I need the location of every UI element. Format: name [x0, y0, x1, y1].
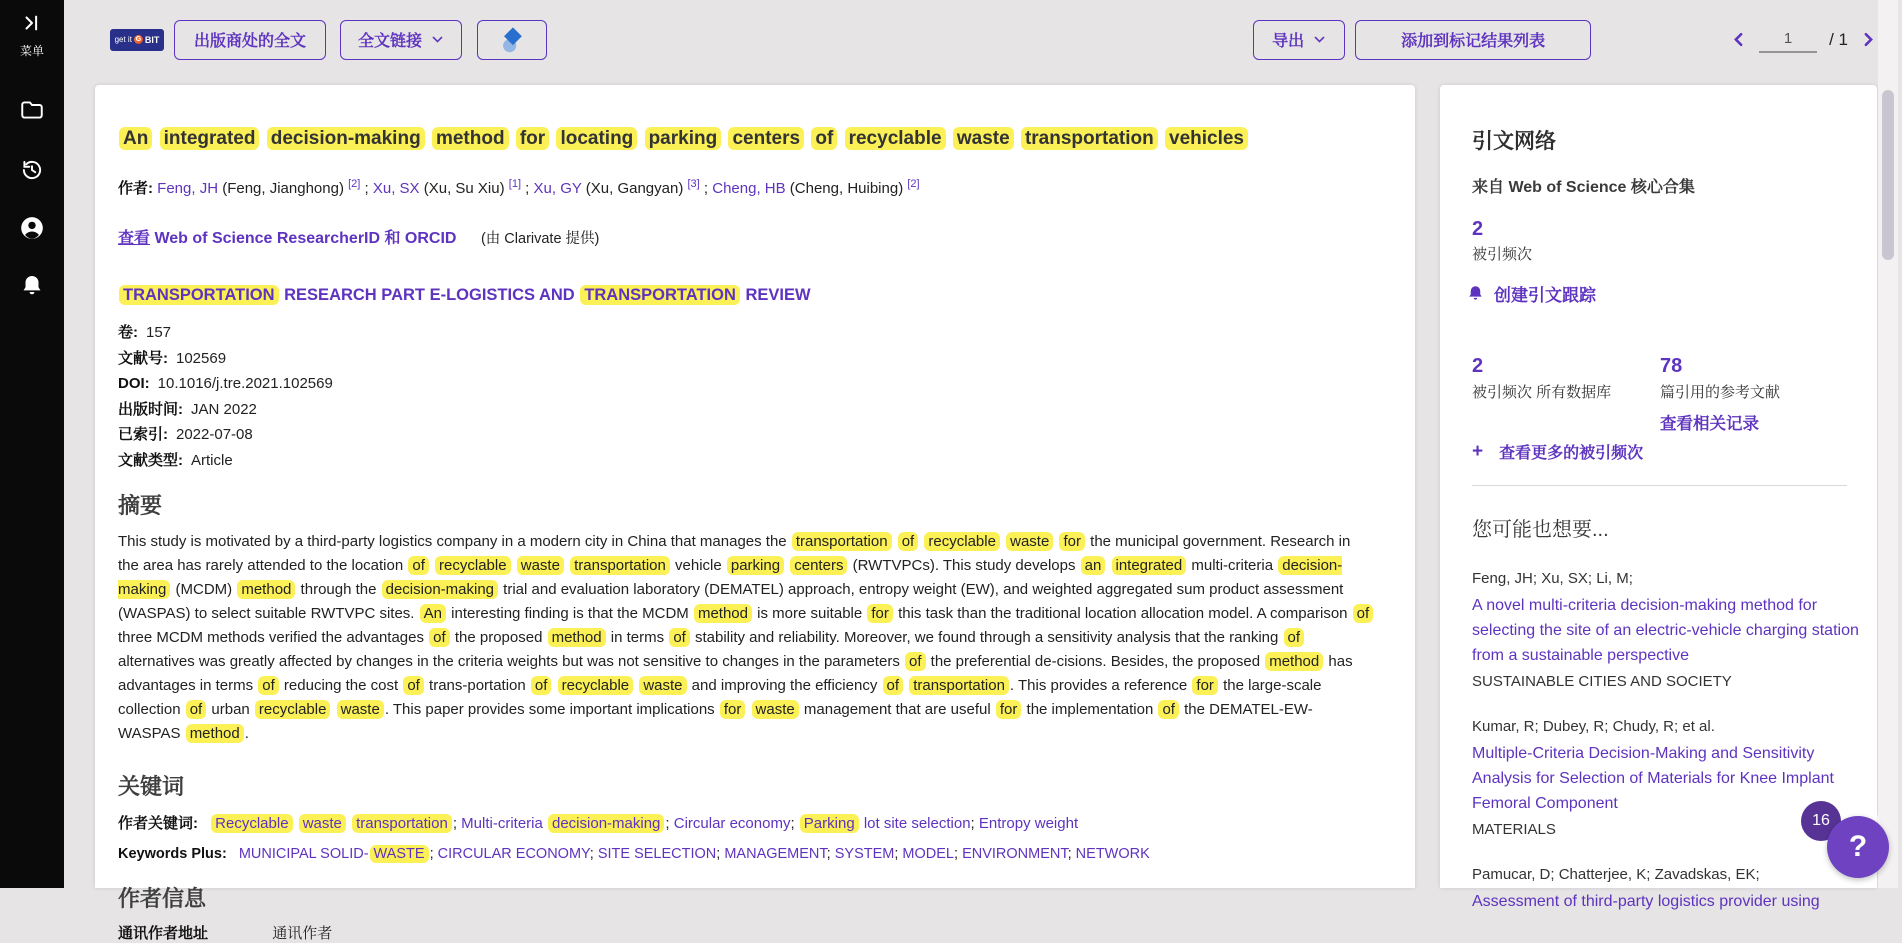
citation-network-panel — [1440, 85, 1877, 910]
highlight: of — [408, 556, 429, 575]
highlight: of — [1353, 604, 1374, 623]
fulltext-links-label: 全文链接 — [358, 33, 423, 50]
inline-link[interactable]: NETWORK — [1075, 846, 1150, 863]
inline-link[interactable]: Xu, GY — [533, 180, 582, 198]
plus-icon: + — [1472, 440, 1484, 462]
highlight: method — [186, 724, 244, 743]
add-to-marked-list-label: 添加到标记结果列表 — [1401, 33, 1546, 50]
highlight: of — [429, 628, 450, 647]
highlight: centers — [728, 127, 804, 150]
highlight: parking — [727, 556, 784, 575]
highlight: decision-making — [382, 580, 498, 599]
app-sidebar — [0, 0, 64, 888]
add-to-marked-list-button[interactable] — [1355, 20, 1591, 60]
highlight: TRANSPORTATION — [580, 285, 740, 305]
highlight: for — [516, 127, 549, 150]
author-keywords-list: Recyclable waste transportation ; Multi-criteria decision-making ; Circular economy; Parking lot site selection; Entropy weight — [210, 815, 1078, 832]
diamond-kite-icon — [497, 25, 527, 55]
record-total: / 1 — [1829, 29, 1848, 49]
inline-link[interactable] — [210, 815, 453, 832]
all-db-label: 被引频次 所有数据库 — [1472, 384, 1612, 401]
highlight: method — [548, 628, 606, 647]
notifications-bell-icon[interactable] — [19, 273, 45, 299]
inline-link[interactable]: Xu, SX — [372, 180, 420, 198]
author-info-partial-row — [118, 922, 1375, 943]
researcher-id-link[interactable] — [118, 230, 457, 247]
all-databases-stat — [1472, 355, 1660, 434]
inline-link[interactable]: Entropy weight — [978, 815, 1079, 833]
inline-link[interactable]: MUNICIPAL SOLID- WASTE — [239, 846, 430, 862]
inline-link[interactable]: Parking lot site selection — [799, 815, 971, 832]
core-collection-subtitle: 来自 Web of Science 核心合集 — [1472, 179, 1695, 196]
highlight: WASTE — [370, 845, 429, 863]
article-record-card — [95, 85, 1415, 943]
chevron-down-icon — [431, 33, 444, 46]
author-keywords-row — [118, 812, 1375, 836]
keywords-plus-row — [118, 842, 1375, 866]
scrollbar-thumb[interactable] — [1882, 90, 1894, 260]
corresponding-author-text: 通讯作者 — [272, 925, 333, 943]
highlight: Parking — [800, 814, 859, 833]
highlight: transportation — [570, 556, 670, 575]
highlight: waste — [1006, 532, 1053, 551]
create-citation-alert-label: 创建引文跟踪 — [1494, 286, 1596, 305]
highlight: method — [1265, 652, 1323, 671]
keywords-heading: 关键词 — [118, 774, 185, 800]
highlight: decision-making — [118, 557, 1343, 599]
inline-link[interactable]: Multi-criteria decision-making — [461, 815, 665, 832]
library-access-button[interactable] — [477, 20, 547, 60]
journal-title-link[interactable]: TRANSPORTATION RESEARCH PART E-LOGISTICS AND TRANSPORTATION REVIEW — [118, 286, 1375, 305]
times-cited-label: 被引频次 — [1472, 246, 1533, 263]
highlight: of — [898, 532, 919, 551]
help-notification-badge[interactable]: 16 — [1801, 801, 1841, 841]
panel-divider — [1472, 485, 1847, 486]
chevron-down-icon — [1313, 33, 1326, 46]
cited-references-label: 篇引用的参考文献 — [1660, 384, 1781, 401]
highlight: for — [996, 700, 1022, 719]
highlight: of — [669, 628, 690, 647]
corresponding-address-label: 通讯作者地址 — [118, 925, 209, 943]
inline-link[interactable]: Circular economy — [673, 815, 791, 833]
highlight: integrated — [1112, 556, 1187, 575]
highlight: of — [403, 676, 424, 695]
all-db-count[interactable]: 2 — [1472, 355, 1484, 377]
authors-row — [118, 177, 1375, 198]
highlight: for — [720, 700, 746, 719]
highlight: Recyclable — [211, 814, 292, 833]
recommended-title-link[interactable]: Assessment of third-party logistics provider using — [1472, 893, 1820, 910]
meta-row-published: 出版时间: JAN 2022 — [118, 400, 257, 418]
highlight: of — [531, 676, 552, 695]
highlight: An — [119, 127, 152, 150]
inline-link[interactable]: Feng, JH — [157, 180, 219, 198]
highlight: decision-making — [267, 127, 425, 150]
authors-list: Feng, JH (Feng, Jianghong) [2] ; Xu, SX (Xu, Su Xiu) [1] ; Xu, GY (Xu, Gangyan) [3] ; Cheng, HB (Cheng, Huibing) [2] — [157, 178, 920, 198]
affiliation-ref[interactable]: [2] — [907, 178, 920, 191]
highlight: waste — [337, 700, 384, 719]
alert-bell-icon — [1466, 284, 1485, 303]
recommended-journal: MATERIALS — [1472, 821, 1556, 838]
publisher-fulltext-label: 出版商处的全文 — [194, 33, 307, 50]
history-icon[interactable] — [19, 157, 45, 183]
highlight: recyclable — [845, 127, 946, 150]
clarivate-note: (由 Clarivate 提供) — [480, 231, 600, 248]
inline-link[interactable]: CIRCULAR ECONOMY — [437, 846, 590, 863]
export-button[interactable] — [1253, 20, 1345, 60]
pagination — [1730, 27, 1877, 53]
highlight: for — [1192, 676, 1218, 695]
highlight: of — [811, 127, 837, 150]
highlight: waste — [752, 700, 799, 719]
meta-row-article-number: 文献号: 102569 — [118, 349, 227, 367]
highlight: integrated — [160, 127, 260, 150]
meta-row-doi: DOI: 10.1016/j.tre.2021.102569 — [118, 375, 333, 393]
highlight: an — [1081, 556, 1106, 575]
export-label: 导出 — [1272, 33, 1305, 50]
create-citation-alert-link[interactable] — [1466, 281, 1861, 306]
article-title — [118, 123, 1375, 155]
inline-link[interactable]: MANAGEMENT — [724, 846, 827, 863]
highlight: of — [186, 700, 207, 719]
highlight: recyclable — [924, 532, 1000, 551]
authors-label: 作者: — [118, 180, 153, 198]
help-button[interactable]: ? — [1827, 816, 1889, 878]
highlight: TRANSPORTATION — [119, 285, 279, 305]
inline-link[interactable]: Cheng, HB — [712, 180, 786, 198]
recommended-authors: Kumar, R; Dubey, R; Chudy, R; et al. — [1472, 718, 1715, 735]
highlight: of — [258, 676, 279, 695]
help-widget — [1782, 782, 1902, 892]
cited-references-stat — [1660, 355, 1780, 434]
fulltext-links-button[interactable] — [340, 20, 462, 60]
highlight: recyclable — [558, 676, 634, 695]
account-icon[interactable] — [19, 215, 45, 241]
recommended-journal: SUSTAINABLE CITIES AND SOCIETY — [1472, 673, 1732, 690]
affiliation-ref[interactable]: [3] — [687, 178, 700, 191]
highlight: for — [867, 604, 893, 623]
suggestions-heading: 您可能也想要... — [1472, 519, 1609, 541]
affiliation-ref[interactable]: [2] — [348, 178, 361, 191]
highlight: centers — [790, 556, 847, 575]
highlight: for — [1059, 532, 1085, 551]
highlight: of — [905, 652, 926, 671]
logo-text-bit: BIT — [144, 34, 160, 45]
highlight: method — [432, 127, 509, 150]
abstract-text: This study is motivated by a third-party logistics company in a modern city in China that manages the transportation of recyclable waste for the municipal government. Research in the area has rarely attended to the location of recyclable waste transportation vehicle parking centers (RWTVPCs). This study develops an integrated multi-criteria decision-making (MCDM) method through the decision-making trial and evaluation laboratory (DEMATEL) approach, entropy weight (EW), and weighted aggregated sum product assessment (WASPAS) to select suitable RWTVPC sites. An interesting finding is that the MCDM method is more suitable for this task than the traditional location allocation model. A comparison of three MCDM methods verified the advantages of the proposed method in terms of stability and reliability. Moreover, we found through a sensitivity analysis that the ranking of alternatives was greatly affected by changes in the criteria weights but was not sensitive to changes in the parameters of the preferential de-cisions. Besides, the proposed method has advantages in terms of reducing the cost of trans-portation of recyclable waste and improving the efficiency of transportation . This provides a reference for the large-scale collection of urban recyclable waste . This paper provides some important implications for waste management that are useful for the implementation of the DEMATEL-EW-WASPAS method . — [118, 530, 1375, 746]
recommended-authors: Pamucar, D; Chatterjee, K; Zavadskas, EK; — [1472, 866, 1760, 883]
keywords-plus-label: Keywords Plus: — [118, 846, 227, 863]
logo-text-get-it: get it — [114, 35, 132, 44]
highlight: waste — [517, 556, 564, 575]
highlight: waste — [639, 676, 686, 695]
menu-toggle-button[interactable] — [20, 12, 44, 59]
logo-globe-icon: G — [135, 36, 142, 43]
highlight: transportation — [352, 814, 452, 833]
meta-row-indexed: 已索引: 2022-07-08 — [118, 426, 253, 444]
expand-menu-icon — [21, 12, 43, 39]
researcher-id-link-rest: Web of Science ResearcherID 和 ORCID — [150, 230, 457, 248]
get-it-bit-logo[interactable] — [110, 29, 164, 51]
highlight: waste — [299, 814, 346, 833]
highlight: transportation — [792, 532, 892, 551]
highlight: of — [1158, 700, 1179, 719]
citation-stats-row — [1472, 355, 1861, 434]
view-related-records-link[interactable]: 查看相关记录 — [1660, 415, 1759, 433]
abstract-heading: 摘要 — [118, 493, 163, 519]
researcher-id-link-prefix: 查看 — [118, 230, 151, 248]
cited-references-count[interactable]: 78 — [1660, 355, 1683, 377]
toolbar — [64, 0, 1877, 85]
inline-link[interactable]: SYSTEM — [834, 846, 895, 863]
highlight: recyclable — [255, 700, 331, 719]
highlight: An — [420, 604, 446, 623]
record-number-input[interactable] — [1759, 27, 1817, 53]
inline-link[interactable]: SITE SELECTION — [597, 846, 717, 863]
metadata-block — [118, 320, 1375, 473]
publisher-fulltext-button[interactable] — [174, 20, 326, 60]
affiliation-ref[interactable]: [1] — [508, 178, 521, 191]
highlight: method — [237, 580, 295, 599]
keywords-plus-list: MUNICIPAL SOLID- WASTE ; CIRCULAR ECONOMY; SITE SELECTION; MANAGEMENT; SYSTEM; MODEL; ENVIRONMENT; NETWORK — [238, 846, 1150, 863]
recommended-title-link[interactable]: A novel multi-criteria decision-making method for selecting the site of an electric-vehicle charging station from a sustainable perspective — [1472, 597, 1859, 664]
researcher-id-row — [118, 225, 1375, 248]
recommended-article — [1472, 570, 1861, 690]
view-more-citations-label: 查看更多的被引频次 — [1499, 445, 1644, 462]
citation-network-heading: 引文网络 — [1472, 130, 1556, 153]
highlight: decision-making — [548, 814, 664, 833]
inline-link[interactable]: MODEL — [902, 846, 954, 863]
menu-label: 菜单 — [19, 44, 44, 58]
highlight: recyclable — [435, 556, 511, 575]
recommended-authors: Feng, JH; Xu, SX; Li, M; — [1472, 570, 1633, 587]
recommended-title-link[interactable]: Multiple-Criteria Decision-Making and Sensitivity Analysis for Selection of Materials for Knee Implant Femoral Component — [1472, 745, 1834, 812]
previous-record-icon[interactable] — [1730, 31, 1747, 48]
author-info-heading: 作者信息 — [118, 886, 207, 912]
highlight: vehicles — [1165, 127, 1248, 150]
highlight: of — [1284, 628, 1305, 647]
meta-row-volume: 卷: 157 — [118, 324, 172, 342]
highlight: parking — [645, 127, 722, 150]
highlight: transportation — [909, 676, 1009, 695]
page-scrollbar[interactable] — [1878, 0, 1898, 888]
highlight: locating — [556, 127, 637, 150]
highlight: of — [883, 676, 904, 695]
highlight: waste — [953, 127, 1014, 150]
highlight: method — [694, 604, 752, 623]
next-record-icon[interactable] — [1860, 31, 1877, 48]
times-cited-count[interactable]: 2 — [1472, 218, 1484, 240]
meta-row-doctype: 文献类型: Article — [118, 451, 233, 469]
folder-icon[interactable] — [19, 97, 45, 123]
inline-link[interactable]: ENVIRONMENT — [962, 846, 1068, 863]
author-keywords-label: 作者关键词: — [118, 815, 198, 833]
highlight: transportation — [1021, 127, 1158, 150]
view-more-citations-link[interactable] — [1472, 440, 1861, 463]
